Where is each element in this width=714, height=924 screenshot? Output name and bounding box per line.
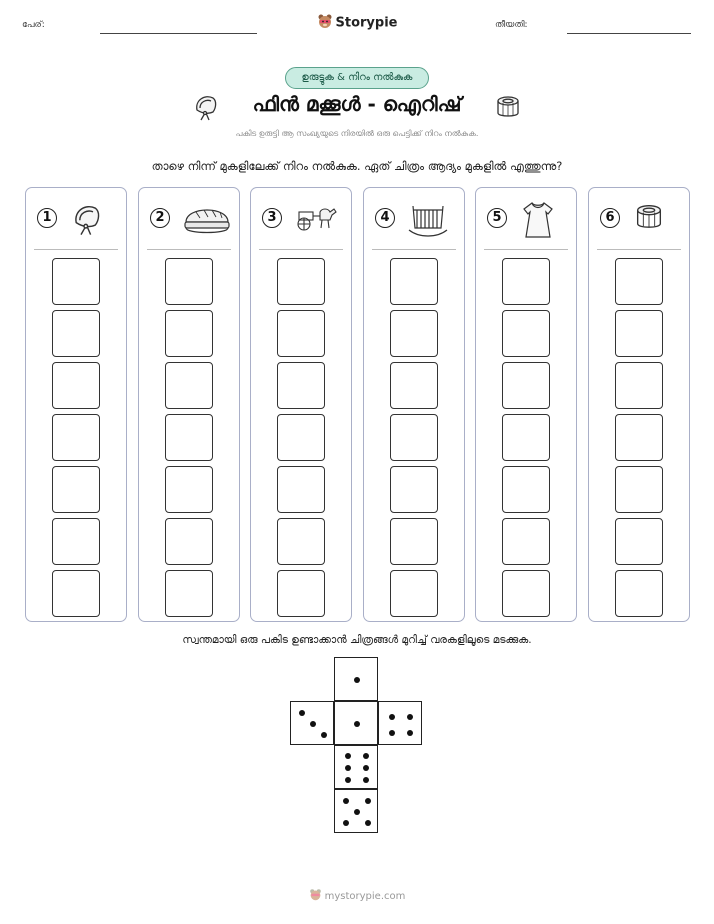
tree-stump-icon	[632, 200, 666, 238]
color-box[interactable]	[390, 258, 438, 305]
column-number: 6	[600, 208, 620, 228]
column-divider	[372, 249, 456, 250]
column-5	[475, 187, 577, 622]
die-pip	[354, 677, 360, 683]
die-pip	[363, 765, 369, 771]
color-box[interactable]	[502, 258, 550, 305]
color-box[interactable]	[277, 362, 325, 409]
column-number: 2	[150, 208, 170, 228]
column-divider	[597, 249, 681, 250]
color-box[interactable]	[52, 414, 100, 461]
color-box[interactable]	[165, 310, 213, 357]
brand-name: Storypie	[335, 15, 398, 31]
color-box[interactable]	[390, 310, 438, 357]
die-pip	[389, 714, 395, 720]
color-box[interactable]	[52, 570, 100, 617]
color-box[interactable]	[390, 466, 438, 513]
footer-url[interactable]: mystorypie.com	[324, 891, 406, 902]
color-box[interactable]	[277, 466, 325, 513]
column-1	[25, 187, 127, 622]
die-face	[290, 701, 334, 745]
die-face	[378, 701, 422, 745]
color-box[interactable]	[165, 362, 213, 409]
color-box[interactable]	[165, 414, 213, 461]
color-box[interactable]	[277, 310, 325, 357]
color-box[interactable]	[502, 570, 550, 617]
column-number: 3	[262, 208, 282, 228]
color-box[interactable]	[502, 466, 550, 513]
subtitle: പകിട ഉരുട്ടി ആ സംഖ്യയുടെ നിരയിൽ ഒരു പെട്ടിക്ക് നിറം നൽകുക.	[235, 129, 479, 138]
die-face	[334, 789, 378, 833]
page-title: ഫിൻ മക്കൂൾ - ഐറിഷ്	[252, 92, 462, 116]
instruction: താഴെ നിന്ന് മുകളിലേക്ക് നിറം നൽകുക. ഏത് ചിത്രം ആദ്യം മുകളിൽ എത്തുന്നു?	[151, 159, 563, 173]
die-pip	[299, 710, 305, 716]
bonnet-icon	[69, 200, 105, 242]
die-face	[334, 701, 378, 745]
brand	[0, 13, 714, 33]
die-pip	[310, 721, 316, 727]
storypie-logo-icon	[317, 13, 333, 33]
date-line[interactable]	[567, 33, 691, 34]
color-box[interactable]	[52, 518, 100, 565]
color-box[interactable]	[615, 414, 663, 461]
color-box[interactable]	[52, 258, 100, 305]
color-box[interactable]	[165, 258, 213, 305]
name-line[interactable]	[100, 33, 257, 34]
color-box[interactable]	[615, 362, 663, 409]
die-pip	[363, 777, 369, 783]
color-box[interactable]	[390, 518, 438, 565]
column-divider	[34, 249, 118, 250]
die-pip	[345, 777, 351, 783]
tree-stump-icon	[493, 92, 523, 126]
color-box[interactable]	[277, 570, 325, 617]
die-net-instruction: സ്വന്തമായി ഒരു പകിട ഉണ്ടാക്കാൻ ചിത്രങ്ങൾ മുറിച്ച് വരകളിലൂടെ മടക്കുക.	[182, 634, 532, 646]
column-divider	[147, 249, 231, 250]
color-box[interactable]	[615, 466, 663, 513]
die-pip	[365, 820, 371, 826]
color-box[interactable]	[277, 414, 325, 461]
column-number: 5	[487, 208, 507, 228]
color-box[interactable]	[502, 414, 550, 461]
column-3	[250, 187, 352, 622]
die-pip	[354, 809, 360, 815]
color-box[interactable]	[615, 310, 663, 357]
horse-cart-icon	[294, 200, 340, 238]
color-box[interactable]	[277, 258, 325, 305]
color-box[interactable]	[165, 518, 213, 565]
color-box[interactable]	[390, 570, 438, 617]
die-pip	[345, 753, 351, 759]
color-box[interactable]	[502, 362, 550, 409]
die-face	[334, 745, 378, 789]
die-pip	[345, 765, 351, 771]
column-6	[588, 187, 690, 622]
color-box[interactable]	[615, 518, 663, 565]
date-label: തീയതി:	[495, 20, 528, 30]
color-box[interactable]	[277, 518, 325, 565]
die-pip	[365, 798, 371, 804]
die-pip	[407, 730, 413, 736]
cradle-icon	[407, 200, 449, 242]
die-pip	[354, 721, 360, 727]
die-pip	[343, 820, 349, 826]
bread-icon	[182, 200, 232, 242]
column-divider	[484, 249, 568, 250]
footer-logo-icon	[309, 888, 322, 904]
dress-icon	[519, 200, 557, 244]
column-number: 4	[375, 208, 395, 228]
column-number: 1	[37, 208, 57, 228]
color-box[interactable]	[390, 414, 438, 461]
die-pip	[321, 732, 327, 738]
color-box[interactable]	[502, 518, 550, 565]
column-divider	[259, 249, 343, 250]
color-box[interactable]	[165, 466, 213, 513]
column-4	[363, 187, 465, 622]
color-box[interactable]	[615, 258, 663, 305]
die-pip	[407, 714, 413, 720]
column-2	[138, 187, 240, 622]
color-box[interactable]	[615, 570, 663, 617]
color-box[interactable]	[52, 310, 100, 357]
name-label: പേര്:	[22, 20, 45, 30]
color-box[interactable]	[390, 362, 438, 409]
footer	[0, 888, 714, 904]
color-box[interactable]	[52, 362, 100, 409]
activity-tag: ഉരുട്ടുക & നിറം നൽകുക	[285, 67, 429, 89]
color-box[interactable]	[502, 310, 550, 357]
die-face	[334, 657, 378, 701]
color-box[interactable]	[52, 466, 100, 513]
die-pip	[343, 798, 349, 804]
die-pip	[389, 730, 395, 736]
color-box[interactable]	[165, 570, 213, 617]
die-pip	[363, 753, 369, 759]
